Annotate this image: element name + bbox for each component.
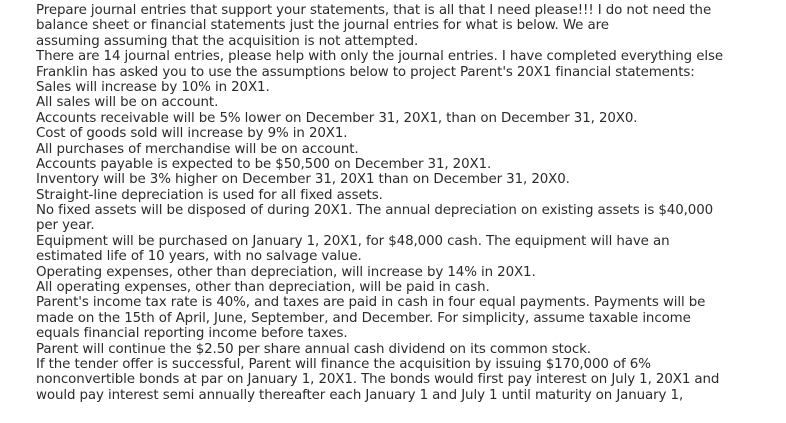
text-line: would pay interest semi annually thereafter each January 1 and July 1 until maturity on January 1,: [36, 387, 684, 403]
text-line: Parent's income tax rate is 40%, and taxes are paid in cash in four equal payments. Payments will be: [36, 295, 706, 311]
text-line: If the tender offer is successful, Parent will finance the acquisition by issuing $170,000 of 6%: [36, 356, 651, 372]
text-line: Accounts receivable will be 5% lower on December 31, 20X1, than on December 31, 20X0.: [36, 110, 638, 126]
text-line: nonconvertible bonds at par on January 1, 20X1. The bonds would first pay interest on July 1, 20X1 and: [36, 372, 720, 388]
text-line: per year.: [36, 218, 95, 234]
text-line: Straight-line depreciation is used for all fixed assets.: [36, 187, 383, 203]
text-line: Prepare journal entries that support your statements, that is all that I need please!!! I do not need the: [36, 3, 712, 18]
text-line: Inventory will be 3% higher on December 31, 20X1 than on December 31, 20X0.: [36, 172, 570, 188]
text-line: Parent will continue the $2.50 per share annual cash dividend on its common stock.: [36, 341, 591, 357]
text-line: balance sheet or financial statements just the journal entries for what is below. We are: [36, 18, 609, 34]
text-line: Franklin has asked you to use the assumptions below to project Parent's 20X1 financial statements:: [36, 64, 695, 80]
text-line: No fixed assets will be disposed of during 20X1. The annual depreciation on existing assets is $40,000: [36, 203, 714, 219]
question-text: [36, 3, 776, 403]
text-line: Operating expenses, other than depreciation, will increase by 14% in 20X1.: [36, 264, 536, 280]
text-line: All purchases of merchandise will be on account.: [36, 141, 359, 157]
text-line: assuming assuming that the acquisition is not attempted.: [36, 33, 419, 49]
text-line: equals financial reporting income before taxes.: [36, 326, 348, 342]
text-line: There are 14 journal entries, please help with only the journal entries. I have completed everything else: [36, 49, 723, 65]
text-line: estimated life of 10 years, with no salvage value.: [36, 249, 362, 265]
text-line: All sales will be on account.: [36, 95, 219, 111]
text-line: made on the 15th of April, June, September, and December. For simplicity, assume taxable income: [36, 310, 691, 326]
text-line: Accounts payable is expected to be $50,500 on December 31, 20X1.: [36, 156, 492, 172]
text-line: Sales will increase by 10% in 20X1.: [36, 79, 270, 95]
text-line: All operating expenses, other than depreciation, will be paid in cash.: [36, 280, 490, 296]
text-line: Equipment will be purchased on January 1, 20X1, for $48,000 cash. The equipment will have an: [36, 233, 670, 249]
text-line: Cost of goods sold will increase by 9% in 20X1.: [36, 126, 348, 142]
